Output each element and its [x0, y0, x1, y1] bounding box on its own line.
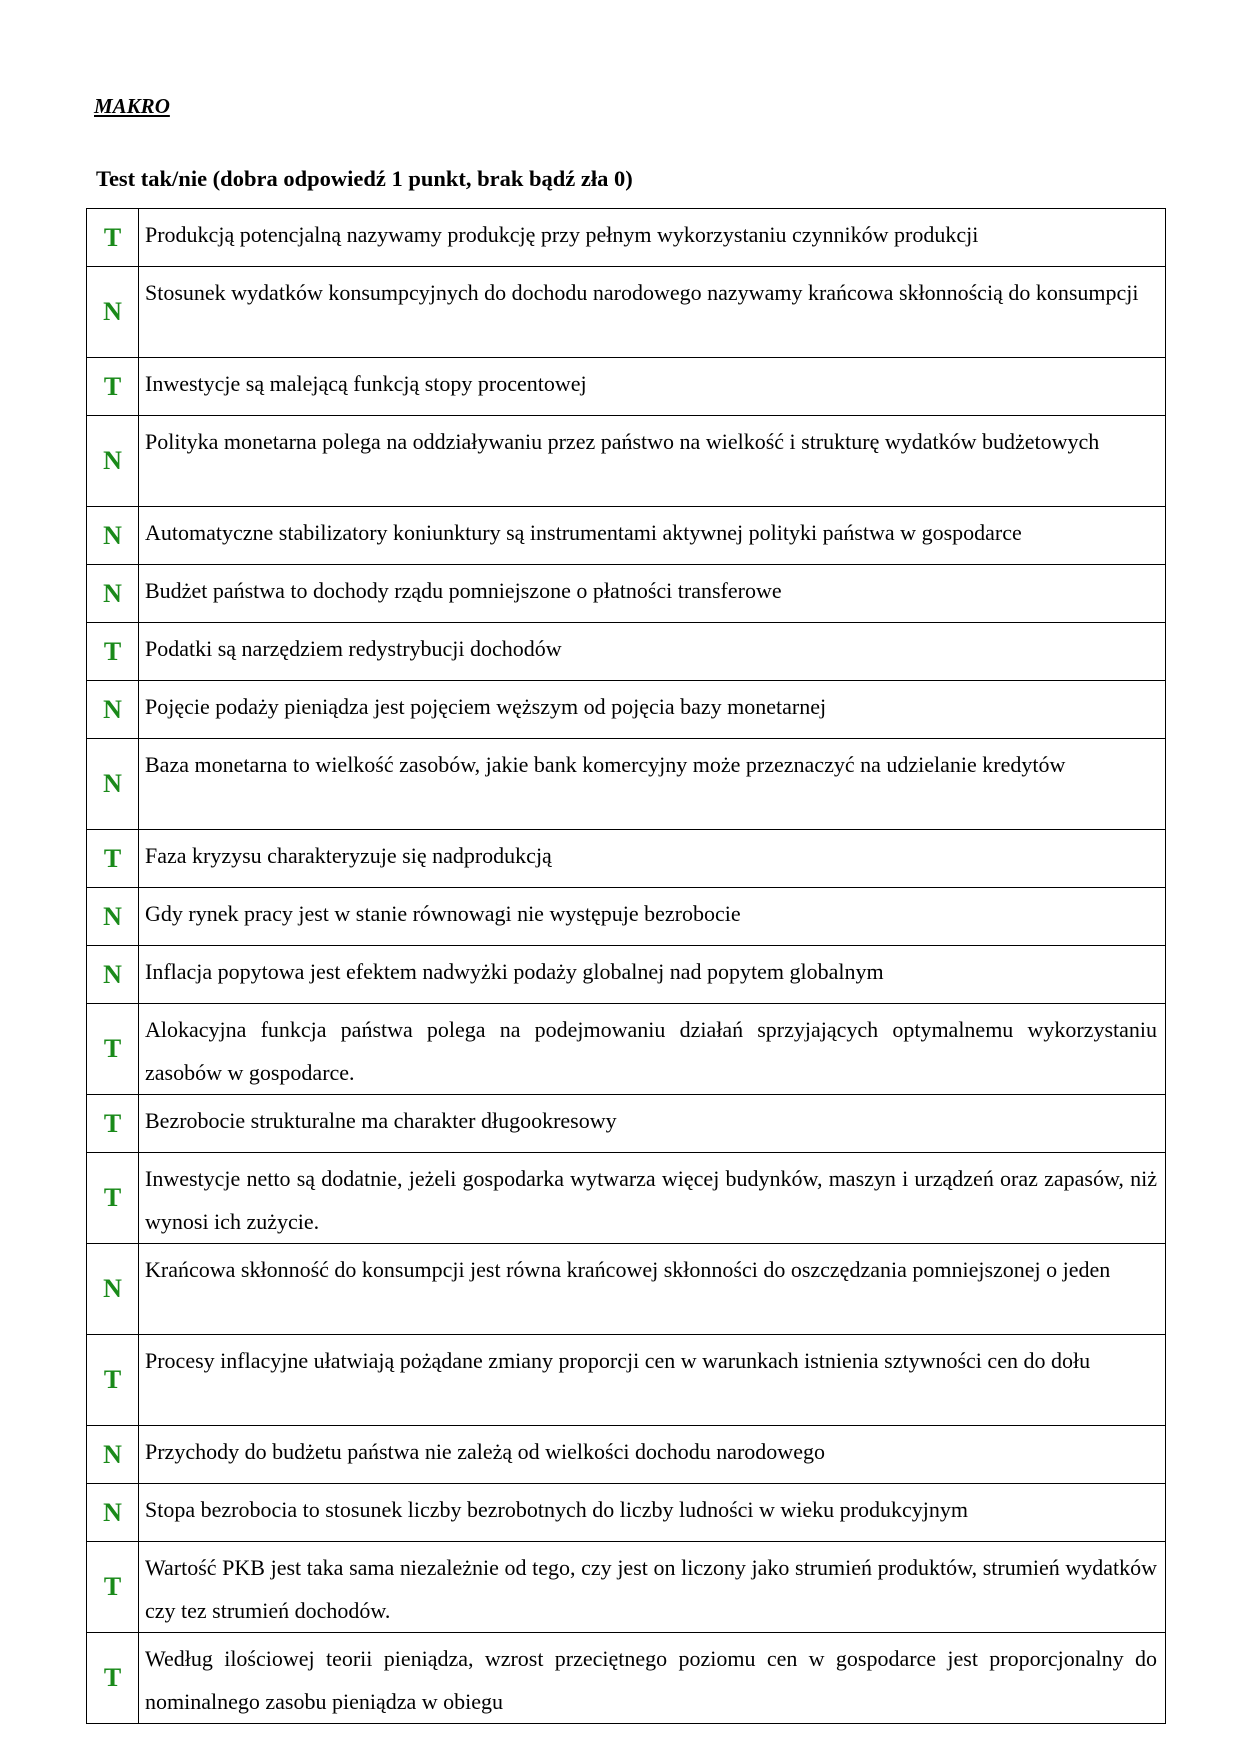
statement-cell: Procesy inflacyjne ułatwiają pożądane zmiany proporcji cen w warunkach istnienia sztywności cen do dołu	[139, 1335, 1166, 1426]
answer-cell: T	[87, 1335, 139, 1426]
statement-cell: Wartość PKB jest taka sama niezależnie od tego, czy jest on liczony jako strumień produktów, strumień wydatków czy tez strumień dochodów.	[139, 1542, 1166, 1633]
statement-cell: Faza kryzysu charakteryzuje się nadprodukcją	[139, 830, 1166, 888]
table-row	[87, 416, 1166, 507]
statement-cell: Bezrobocie strukturalne ma charakter długookresowy	[139, 1095, 1166, 1153]
table-row	[87, 209, 1166, 267]
table-row	[87, 1426, 1166, 1484]
statement-cell: Baza monetarna to wielkość zasobów, jakie bank komercyjny może przeznaczyć na udzielanie kredytów	[139, 739, 1166, 830]
table-row	[87, 1335, 1166, 1426]
answer-cell: T	[87, 1153, 139, 1244]
table-row	[87, 1484, 1166, 1542]
answer-cell: T	[87, 830, 139, 888]
answer-cell: T	[87, 358, 139, 416]
table-row	[87, 1153, 1166, 1244]
statement-cell: Budżet państwa to dochody rządu pomniejszone o płatności transferowe	[139, 565, 1166, 623]
statement-cell: Gdy rynek pracy jest w stanie równowagi nie występuje bezrobocie	[139, 888, 1166, 946]
table-row	[87, 739, 1166, 830]
table-row	[87, 267, 1166, 358]
statement-cell: Podatki są narzędziem redystrybucji dochodów	[139, 623, 1166, 681]
answer-cell: N	[87, 565, 139, 623]
statement-cell: Automatyczne stabilizatory koniunktury są instrumentami aktywnej polityki państwa w gospodarce	[139, 507, 1166, 565]
statement-cell: Stopa bezrobocia to stosunek liczby bezrobotnych do liczby ludności w wieku produkcyjnym	[139, 1484, 1166, 1542]
statement-cell: Alokacyjna funkcja państwa polega na podejmowaniu działań sprzyjających optymalnemu wykorzystaniu zasobów w gospodarce.	[139, 1004, 1166, 1095]
statement-cell: Pojęcie podaży pieniądza jest pojęciem węższym od pojęcia bazy monetarnej	[139, 681, 1166, 739]
answer-cell: N	[87, 507, 139, 565]
table-row	[87, 623, 1166, 681]
statement-cell: Inwestycje netto są dodatnie, jeżeli gospodarka wytwarza więcej budynków, maszyn i urządzeń oraz zapasów, niż wynosi ich zużycie.	[139, 1153, 1166, 1244]
table-row	[87, 830, 1166, 888]
answer-cell: T	[87, 1633, 139, 1724]
statement-cell: Krańcowa skłonność do konsumpcji jest równa krańcowej skłonności do oszczędzania pomniejszonej o jeden	[139, 1244, 1166, 1335]
table-row	[87, 1244, 1166, 1335]
answer-cell: T	[87, 209, 139, 267]
table-row	[87, 888, 1166, 946]
table-row	[87, 358, 1166, 416]
table-row	[87, 946, 1166, 1004]
table-row	[87, 507, 1166, 565]
true-false-table	[86, 208, 1166, 1724]
table-row	[87, 1542, 1166, 1633]
statement-cell: Według ilościowej teorii pieniądza, wzrost przeciętnego poziomu cen w gospodarce jest proporcjonalny do nominalnego zasobu pieniądza w obiegu	[139, 1633, 1166, 1724]
table-row	[87, 565, 1166, 623]
answer-cell: N	[87, 739, 139, 830]
answer-cell: T	[87, 1004, 139, 1095]
document-subtitle: Test tak/nie (dobra odpowiedź 1 punkt, brak bądź zła 0)	[96, 166, 633, 191]
statement-cell: Inflacja popytowa jest efektem nadwyżki podaży globalnej nad popytem globalnym	[139, 946, 1166, 1004]
answer-cell: N	[87, 416, 139, 507]
answer-cell: T	[87, 623, 139, 681]
document-title: MAKRO	[94, 94, 170, 118]
statement-cell: Inwestycje są malejącą funkcją stopy procentowej	[139, 358, 1166, 416]
statement-cell: Polityka monetarna polega na oddziaływaniu przez państwo na wielkość i strukturę wydatków budżetowych	[139, 416, 1166, 507]
answer-cell: N	[87, 267, 139, 358]
table-row	[87, 681, 1166, 739]
answer-cell: N	[87, 946, 139, 1004]
answer-cell: N	[87, 681, 139, 739]
answer-cell: T	[87, 1095, 139, 1153]
answer-cell: N	[87, 1244, 139, 1335]
statement-cell: Przychody do budżetu państwa nie zależą od wielkości dochodu narodowego	[139, 1426, 1166, 1484]
statement-cell: Produkcją potencjalną nazywamy produkcję przy pełnym wykorzystaniu czynników produkcji	[139, 209, 1166, 267]
answer-cell: N	[87, 1426, 139, 1484]
answer-cell: N	[87, 888, 139, 946]
statement-cell: Stosunek wydatków konsumpcyjnych do dochodu narodowego nazywamy krańcowa skłonnością do konsumpcji	[139, 267, 1166, 358]
table-row	[87, 1633, 1166, 1724]
table-row	[87, 1095, 1166, 1153]
table-row	[87, 1004, 1166, 1095]
answer-cell: N	[87, 1484, 139, 1542]
answer-cell: T	[87, 1542, 139, 1633]
